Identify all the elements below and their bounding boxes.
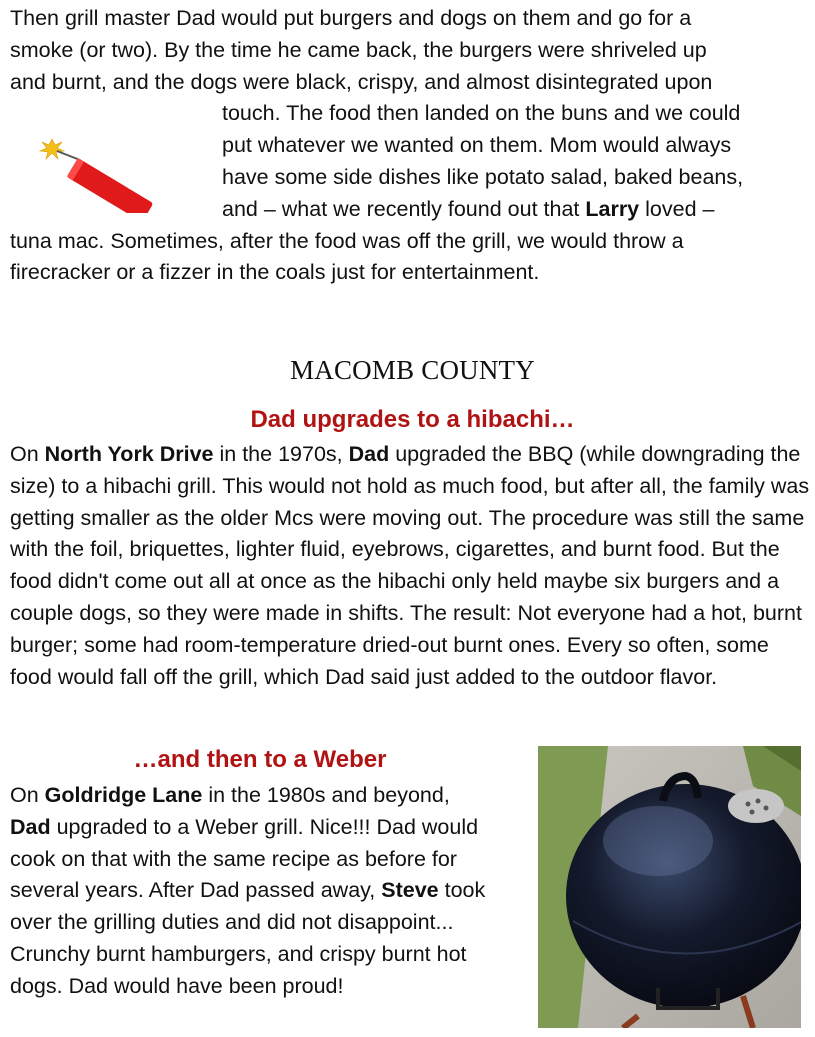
paragraph-text: in the 1970s,: [213, 442, 349, 466]
paragraph-text: took over the grilling duties and did not disappoint... Crunchy burnt hamburgers, and crispy burnt hot dogs. Dad would have been proud!: [10, 878, 486, 998]
intro-line: have some side dishes like potato salad, baked beans,: [222, 164, 744, 189]
weber-paragraph: [10, 780, 510, 1003]
intro-line: tuna mac. Sometimes, after the food was off the grill, we would throw a: [10, 228, 684, 253]
firecracker-icon: [32, 138, 157, 213]
intro-line: smoke (or two). By the time he came back, the burgers were shriveled up: [10, 37, 707, 62]
paragraph-text: On: [10, 442, 45, 466]
intro-line: put whatever we wanted on them. Mom would always: [222, 133, 732, 158]
name-dad: Dad: [10, 814, 51, 839]
intro-line: and burnt, and the dogs were black, crispy, and almost disintegrated upon: [10, 69, 713, 94]
intro-line: firecracker or a fizzer in the coals just for entertainment.: [10, 260, 540, 285]
intro-line: touch. The food then landed on the buns and we could: [222, 101, 741, 126]
hibachi-paragraph: [10, 439, 810, 693]
name-dad: Dad: [348, 442, 390, 466]
weber-grill-photo: [538, 746, 801, 1028]
paragraph-text: upgraded to a Weber grill. Nice!!! Dad would cook on that with the same recipe as before for several years. After Dad passed away,: [10, 814, 479, 903]
intro-line: Then grill master Dad would put burgers and dogs on them and go for a: [10, 6, 692, 30]
section-title: MACOMB COUNTY: [290, 355, 535, 385]
intro-text: and – what we recently found out that: [222, 196, 586, 221]
street-name: North York Drive: [44, 442, 214, 466]
weber-heading: …and then to a Weber: [133, 746, 387, 773]
paragraph-text: in the 1980s and beyond,: [202, 783, 450, 807]
intro-text: loved –: [639, 196, 715, 221]
name-steve: Steve: [381, 878, 439, 903]
name-larry: Larry: [585, 196, 640, 221]
street-name: Goldridge Lane: [44, 783, 203, 807]
hibachi-heading: Dad upgrades to a hibachi…: [250, 406, 575, 433]
paragraph-text: upgraded the BBQ (while downgrading the size) to a hibachi grill. This would not hold as much food, but after all, the family was getting smaller as the older Mcs were moving out. The procedure was still the same with the foil, briquettes, lighter fluid, eyebrows, cigarettes, and burnt food. But the food didn't come out all at once as the hibachi only held maybe six burgers and a couple dogs, so they were made in shifts. The result: Not everyone had a hot, burnt burger; some had room-temperature dried-out burnt ones. Every so often, some food would fall off the grill, which Dad said just added to the outdoor flavor.: [10, 442, 810, 689]
paragraph-text: On: [10, 783, 45, 807]
